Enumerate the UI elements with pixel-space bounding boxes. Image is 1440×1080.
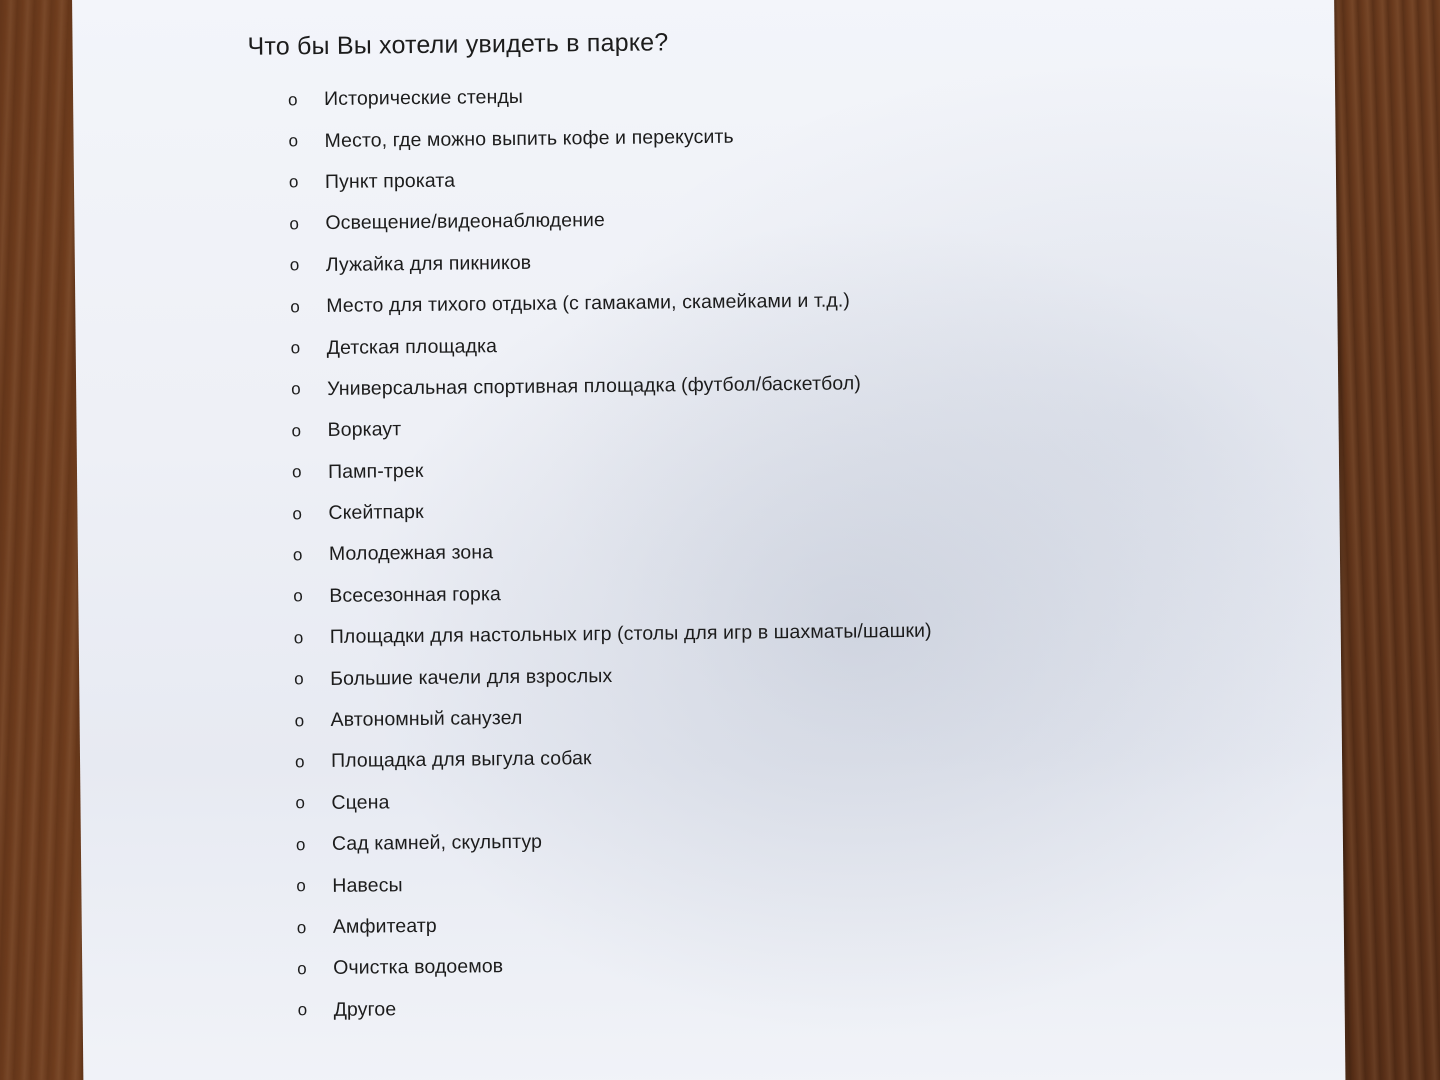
option-label: Сцена	[331, 791, 390, 814]
option-label: Место, где можно выпить кофе и перекусить	[324, 125, 734, 152]
option-item	[288, 73, 926, 121]
bullet-circle-icon: o	[291, 379, 301, 399]
option-label: Площадки для настольных игр (столы для игр в шахматы/шашки)	[329, 619, 932, 649]
option-label: Автономный санузел	[330, 706, 523, 731]
option-item	[295, 735, 933, 783]
option-item	[295, 776, 933, 824]
paper-sheet	[72, 0, 1345, 1080]
option-item	[291, 362, 929, 410]
option-label: Воркаут	[327, 418, 402, 442]
option-label: Сад камней, скульптур	[331, 830, 543, 856]
option-label: Площадка для выгула собак	[330, 747, 592, 773]
option-label: Исторические стенды	[324, 86, 524, 111]
option-label: Другое	[333, 998, 397, 1021]
option-label: Очистка водоемов	[333, 955, 504, 980]
bullet-circle-icon: o	[288, 131, 299, 151]
bullet-circle-icon: o	[296, 917, 307, 937]
option-item	[290, 238, 928, 286]
option-label: Скейтпарк	[328, 501, 424, 525]
option-label: Пункт проката	[324, 169, 456, 193]
option-label: Всесезонная горка	[329, 583, 502, 607]
bullet-circle-icon: o	[297, 959, 307, 979]
bullet-circle-icon: o	[289, 214, 300, 234]
bullet-circle-icon: o	[294, 752, 305, 772]
option-item	[294, 611, 932, 659]
option-item	[289, 197, 927, 245]
option-item	[292, 445, 930, 493]
option-item	[292, 487, 930, 535]
option-item	[293, 528, 931, 576]
bullet-circle-icon: o	[290, 338, 301, 358]
option-item	[288, 114, 926, 162]
option-label: Освещение/видеонаблюдение	[325, 209, 606, 235]
option-item	[297, 942, 935, 990]
bullet-circle-icon: o	[294, 669, 304, 689]
option-item	[291, 321, 929, 369]
option-item	[293, 569, 931, 617]
survey-question: Что бы Вы хотели увидеть в парке?	[247, 28, 669, 61]
option-item	[291, 404, 929, 452]
bullet-circle-icon: o	[291, 421, 302, 441]
bullet-circle-icon: o	[293, 586, 303, 606]
survey-content	[247, 26, 935, 1032]
option-label: Детская площадка	[326, 334, 498, 359]
option-item	[297, 983, 935, 1031]
bullet-circle-icon: o	[293, 627, 304, 648]
option-item	[294, 693, 932, 741]
bullet-circle-icon: o	[296, 876, 307, 896]
bullet-circle-icon: o	[288, 172, 299, 192]
bullet-circle-icon: o	[292, 545, 303, 565]
option-item	[294, 652, 932, 700]
option-item	[296, 818, 934, 866]
bullet-circle-icon: o	[290, 296, 300, 316]
bullet-circle-icon: o	[295, 793, 306, 813]
options-list	[248, 73, 936, 1032]
option-item	[290, 280, 928, 328]
bullet-circle-icon: o	[294, 710, 305, 730]
option-label: Навесы	[332, 873, 403, 897]
bullet-circle-icon: o	[295, 834, 306, 855]
option-item	[297, 900, 935, 948]
bullet-circle-icon: o	[292, 503, 303, 523]
bullet-circle-icon: o	[297, 1000, 308, 1020]
option-item	[289, 155, 927, 203]
bullet-circle-icon: o	[291, 462, 302, 482]
option-label: Амфитеатр	[332, 914, 437, 938]
option-label: Место для тихого отдыха (с гамаками, скамейками и т.д.)	[326, 289, 851, 318]
bullet-circle-icon: o	[289, 255, 300, 275]
option-item	[296, 859, 934, 907]
option-label: Большие качели для взрослых	[330, 664, 613, 690]
option-label: Универсальная спортивная площадка (футбол/баскетбол)	[327, 372, 862, 400]
option-label: Лужайка для пикников	[325, 251, 532, 276]
bullet-circle-icon: o	[288, 89, 298, 110]
option-label: Молодежная зона	[328, 541, 494, 566]
option-label: Памп-трек	[327, 459, 424, 483]
